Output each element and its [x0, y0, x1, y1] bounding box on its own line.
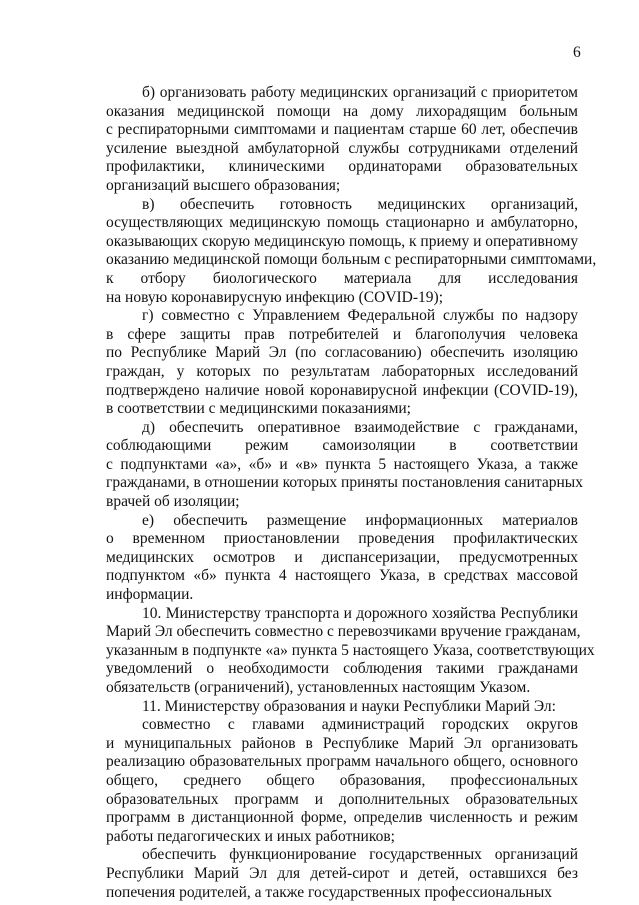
text-line: 11. Министерству образования и науки Республики Марий Эл:: [142, 697, 556, 715]
text-line: подпунктом «б» пункта 4 настоящего Указа, в средствах массовой: [106, 567, 578, 585]
paragraph-b: [106, 84, 578, 196]
text-line: работы педагогических и иных работников;: [106, 827, 395, 845]
text-line: совместно с главами администраций городских округов: [142, 716, 578, 734]
text-line: оказанию медицинской помощи больным с респираторными симптомами,: [106, 251, 597, 269]
text-line: к отбору биологического материала для исследования: [106, 269, 578, 287]
text-line: д) обеспечить оперативное взаимодействие с гражданами,: [142, 418, 578, 436]
text-line: организаций высшего образования;: [106, 176, 341, 194]
text-line: по Республике Марий Эл (по согласованию) обеспечить изоляцию: [106, 344, 578, 362]
paragraph-d: [106, 418, 583, 512]
document-body: [106, 84, 597, 902]
text-line: в) обеспечить готовность медицинских организаций,: [142, 195, 578, 213]
text-line: г) совместно с Управлением Федеральной службы по надзору: [142, 307, 578, 325]
text-line: о временном приостановлении проведения профилактических: [106, 530, 578, 548]
page-number: 6: [573, 44, 581, 61]
text-line: информации.: [106, 586, 194, 604]
text-line: обеспечить функционирование государственных организаций: [142, 846, 578, 864]
text-line: указанным в подпункте «а» пункта 5 настоящего Указа, соответствующих: [106, 641, 595, 659]
text-line: в соответствии с медицинскими показаниями;: [106, 400, 411, 418]
text-line: образовательных программ и дополнительных образовательных: [106, 790, 578, 808]
text-line: гражданами, в отношении которых приняты постановления санитарных: [106, 474, 583, 492]
paragraph-p11a: [106, 716, 578, 846]
text-line: уведомлений о необходимости соблюдения такими гражданами: [106, 660, 578, 678]
text-line: с подпунктами «а», «б» и «в» пункта 5 настоящего Указа, а также: [106, 455, 578, 473]
text-line: оказания медицинской помощи на дому лихорадящим больным: [106, 102, 578, 120]
text-line: 10. Министерству транспорта и дорожного хозяйства Республики: [142, 604, 578, 622]
text-line: общего, среднего общего образования, профессиональных: [106, 771, 578, 789]
paragraph-e: [106, 512, 578, 605]
text-line: в сфере защиты прав потребителей и благополучия человека: [106, 325, 578, 343]
text-line: на новую коронавирусную инфекцию (COVID-19);: [106, 288, 444, 306]
text-line: с респираторными симптомами и пациентам старше 60 лет, обеспечив: [106, 121, 578, 139]
text-line: обязательств (ограничений), установленных настоящим Указом.: [106, 679, 531, 696]
text-line: Республики Марий Эл для детей-сирот и детей, оставшихся без: [106, 864, 578, 882]
text-line: граждан, у которых по результатам лабораторных исследований: [106, 362, 578, 380]
text-line: Марий Эл обеспечить совместно с перевозчиками вручение гражданам,: [106, 623, 581, 641]
text-line: профилактики, клиническими ординаторами образовательных: [106, 158, 578, 176]
text-line: е) обеспечить размещение информационных материалов: [142, 511, 578, 529]
paragraph-p11b: [106, 846, 578, 902]
text-line: соблюдающими режим самоизоляции в соответствии: [106, 437, 578, 455]
text-line: и муниципальных районов в Республике Марий Эл организовать: [106, 734, 578, 752]
paragraph-p10: [106, 604, 595, 698]
text-line: врачей об изоляции;: [106, 493, 240, 511]
paragraph-p11: [106, 698, 578, 717]
text-line: реализацию образовательных программ начального общего, основного: [106, 753, 578, 771]
paragraph-g: [106, 307, 578, 419]
paragraph-v: [106, 195, 597, 308]
text-line: попечения родителей, а также государственных профессиональных: [106, 883, 552, 901]
text-line: осуществляющих медицинскую помощь стационарно и амбулаторно,: [106, 214, 578, 232]
text-line: оказывающих скорую медицинскую помощь, к приему и оперативному: [106, 232, 579, 250]
text-line: подтверждено наличие новой коронавирусной инфекции (COVID-19),: [106, 381, 578, 399]
text-line: медицинских осмотров и диспансеризации, предусмотренных: [106, 548, 578, 566]
text-line: программ в дистанционной форме, определив численность и режим: [106, 809, 578, 827]
text-line: б) организовать работу медицинских организаций с приоритетом: [142, 84, 578, 101]
text-line: усиление выездной амбулаторной службы сотрудниками отделений: [106, 139, 578, 157]
